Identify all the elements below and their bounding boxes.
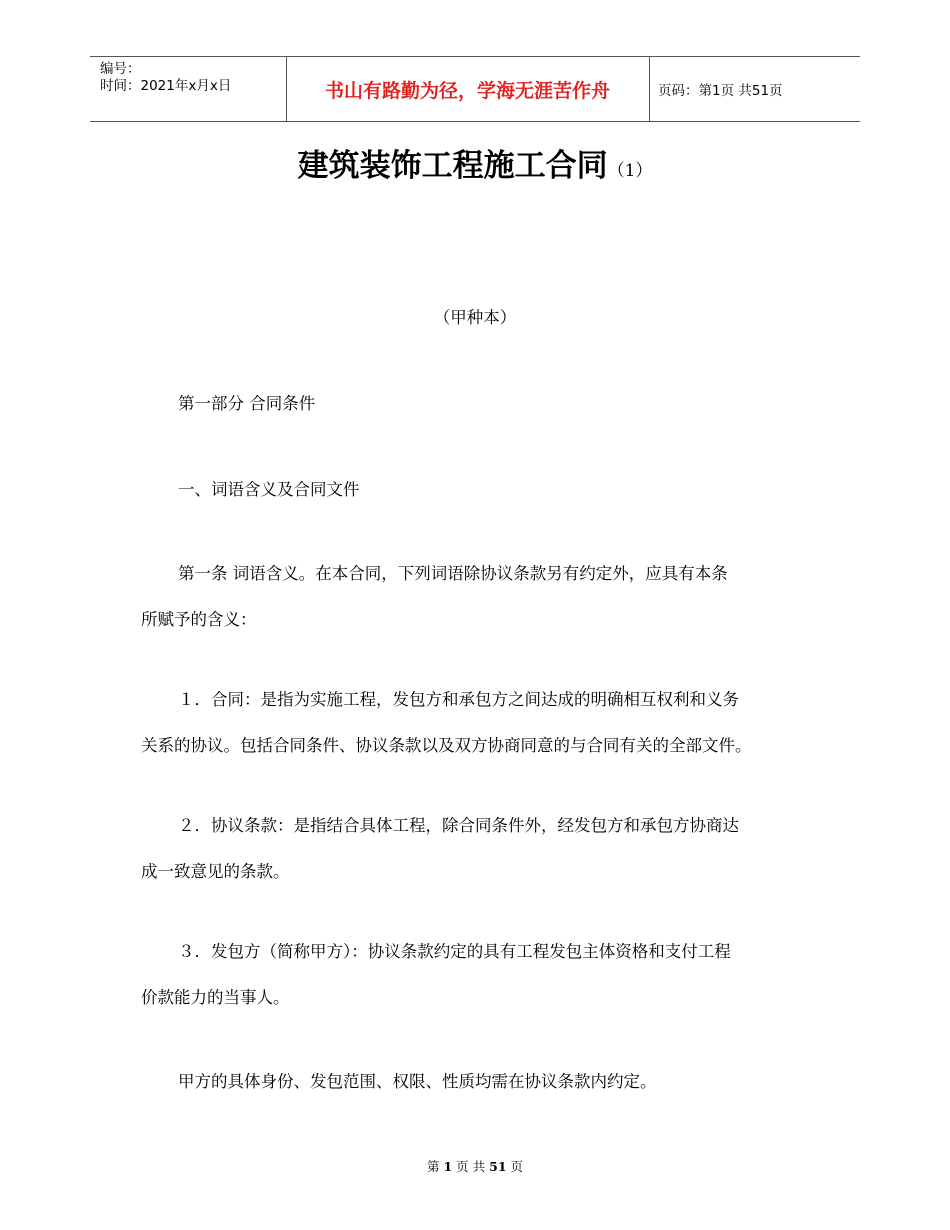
header-divider-right [649, 57, 650, 121]
document-title-main: 建筑装饰工程施工合同 [297, 148, 608, 184]
footer-total-pages: 51 [489, 1159, 507, 1174]
section-heading: 一、词语含义及合同文件 [178, 480, 360, 499]
item3-line1: ３．发包方（简称甲方）：协议条款约定的具有工程发包主体资格和支付工程 [178, 942, 731, 961]
version-label: （甲种本） [433, 308, 517, 327]
item3-note: 甲方的具体身份、发包范围、权限、性质均需在协议条款内约定。 [178, 1072, 657, 1091]
item1-line1: １．合同：是指为实施工程，发包方和承包方之间达成的明确相互权利和义务 [178, 690, 739, 709]
footer-suffix: 页 [510, 1159, 524, 1174]
document-time-label: 时间：2021年x月x日 [100, 78, 232, 94]
item2-line2: 成一致意见的条款。 [141, 862, 290, 881]
document-header [90, 56, 860, 122]
footer-prefix: 第 [426, 1159, 440, 1174]
footer-middle: 页 共 [456, 1159, 486, 1174]
document-number-label: 编号： [100, 61, 141, 77]
item1-line2: 关系的协议。包括合同条件、协议条款以及双方协商同意的与合同有关的全部文件。 [141, 736, 752, 755]
page-footer [0, 1157, 950, 1175]
header-page-info: 页码：第1页 共51页 [658, 83, 783, 99]
footer-current-page: 1 [443, 1159, 453, 1174]
document-title [0, 140, 950, 185]
article1-line2: 所赋予的含义： [141, 610, 257, 629]
header-motto: 书山有路勤为径，学海无涯苦作舟 [324, 79, 610, 102]
document-title-suffix: （1） [607, 161, 653, 181]
item2-line1: ２．协议条款：是指结合具体工程，除合同条件外，经发包方和承包方协商达 [178, 816, 739, 835]
header-meta [100, 61, 285, 95]
article1-line1: 第一条 词语含义。在本合同，下列词语除协议条款另有约定外，应具有本条 [178, 564, 728, 583]
item3-line2: 价款能力的当事人。 [141, 988, 290, 1007]
part-heading: 第一部分 合同条件 [178, 394, 316, 413]
